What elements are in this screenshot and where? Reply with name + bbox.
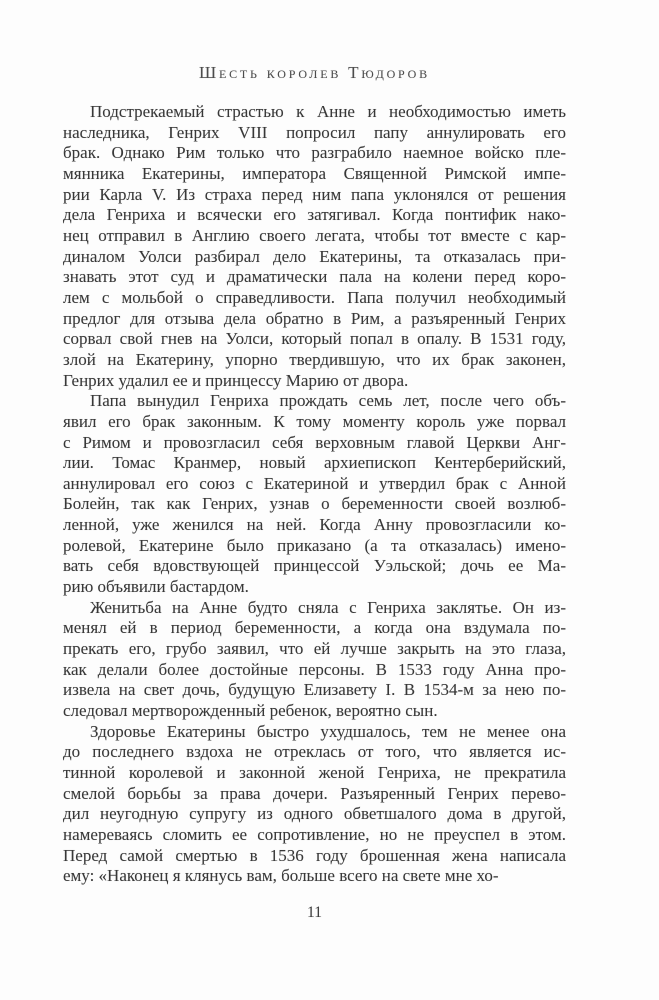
text-line: нец отправил в Англию своего легата, чтобы тот вместе с кар- xyxy=(63,225,566,245)
text-line: Подстрекаемый страстью к Анне и необходимостью иметь xyxy=(90,102,566,121)
paragraph xyxy=(63,102,566,391)
text-line: сорвал свой гнев на Уолси, который попал в опалу. В 1531 году, xyxy=(63,329,566,349)
text-line: с Римом и провозгласил себя верховным главой Церкви Анг- xyxy=(63,432,566,452)
text-line: Болейн, так как Генрих, узнав о беременности своей возлюб- xyxy=(63,494,566,514)
text-line: Папа вынудил Генриха прождать семь лет, после чего объ- xyxy=(90,391,566,411)
text-block xyxy=(63,102,566,887)
text-line: аннулировал его союз с Екатериной и утвердил брак с Анной xyxy=(63,473,566,493)
text-line: вать себя вдовствующей принцессой Уэльской; дочь ее Ма- xyxy=(63,556,566,576)
text-line: рии Карла V. Из страха перед ним папа уклонялся от решения xyxy=(63,184,566,204)
text-line: знавать этот суд и драматически пала на колени перед коро- xyxy=(63,267,566,287)
text-line: Здоровье Екатерины быстро ухудшалось, тем не менее она xyxy=(90,721,566,741)
text-line: извела на свет дочь, будущую Елизавету I. В 1534-м за нею по- xyxy=(63,680,566,700)
text-line: диналом Уолси разбирал дело Екатерины, та отказалась при- xyxy=(63,246,566,266)
text-line: намереваясь сломить ее сопротивление, но не преуспел в этом. xyxy=(63,824,566,844)
page-number: 11 xyxy=(307,904,322,921)
text-line: злой на Екатерину, упорно твердившую, что их брак законен, xyxy=(63,349,566,369)
text-line: тинной королевой и законной женой Генриха, не прекратила xyxy=(63,763,566,782)
text-line: ролевой, Екатерине было приказано (а та отказалась) имено- xyxy=(63,535,566,555)
text-line: следовал мертворожденный ребенок, вероятно сын. xyxy=(63,701,438,721)
text-line: дела Генриха и всячески его затягивал. Когда понтифик нако- xyxy=(63,205,566,225)
text-line: Перед самой смертью в 1536 году брошенная жена написала xyxy=(63,845,566,865)
paragraph xyxy=(63,391,566,598)
text-line: предлог для отзыва дела обратно в Рим, а разъяренный Генрих xyxy=(63,308,566,328)
text-line: наследника, Генрих VIII попросил папу аннулировать его xyxy=(63,122,566,142)
text-line: как делали более достойные персоны. В 1533 году Анна про- xyxy=(63,659,566,679)
text-line: прекать его, грубо заявил, что ей лучше закрыть на это глаза, xyxy=(63,639,566,659)
text-line: ленной, уже женился на ней. Когда Анну провозгласили ко- xyxy=(63,515,566,535)
paragraph xyxy=(63,722,566,887)
text-line: явил его брак законным. К тому моменту король уже порвал xyxy=(63,411,566,431)
paragraph xyxy=(63,598,566,722)
text-line: ему: «Наконец я клянусь вам, больше всего на свете мне хо- xyxy=(63,866,499,886)
running-title: Шесть королев Тюдоров xyxy=(199,63,430,82)
text-line: менял ей в период беременности, а когда она вздумала по- xyxy=(63,618,566,638)
text-line: рию объявили бастардом. xyxy=(63,577,249,597)
text-line: Женитьба на Анне будто сняла с Генриха заклятье. Он из- xyxy=(90,597,566,617)
text-line: лем с мольбой о справедливости. Папа получил необходимый xyxy=(63,287,566,307)
text-line: дил неугодную супругу из одного обветшалого дома в другой, xyxy=(63,804,566,824)
text-line: до последнего вздоха не отреклась от того, что является ис- xyxy=(63,742,566,762)
text-line: мянника Екатерины, императора Священной Римской импе- xyxy=(63,163,566,183)
text-line: смелой борьбы за права дочери. Разъяренный Генрих перево- xyxy=(63,783,566,803)
text-line: брак. Однако Рим только что разграбило наемное войско пле- xyxy=(63,143,566,163)
text-line: лии. Томас Кранмер, новый архиепископ Кентерберийский, xyxy=(63,453,566,473)
text-line: Генрих удалил ее и принцессу Марию от двора. xyxy=(63,370,409,390)
